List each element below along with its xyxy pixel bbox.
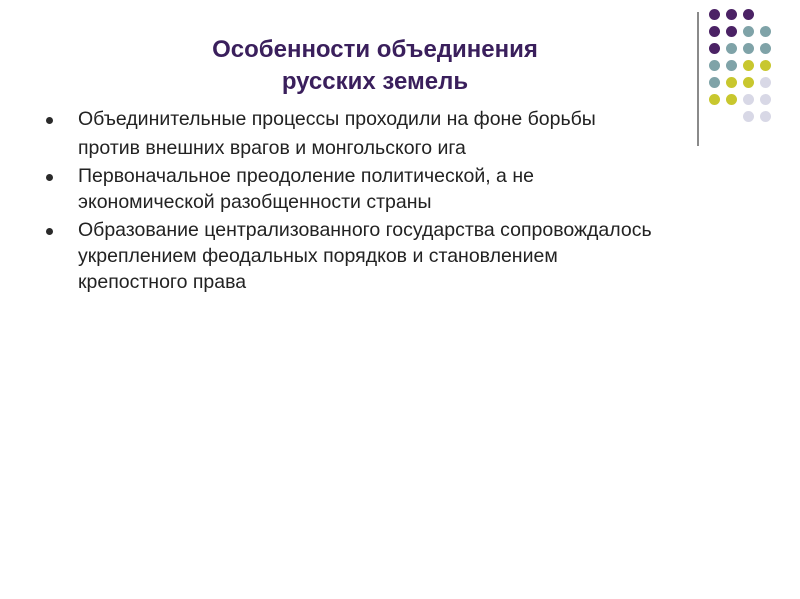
decorative-dot-purple bbox=[709, 26, 720, 37]
decorative-dot-olive bbox=[726, 77, 737, 88]
bullet-2-line-1: Первоначальное преодоление политической, а не bbox=[78, 165, 534, 187]
decorative-dot-purple bbox=[709, 9, 720, 20]
decorative-dot-purple bbox=[726, 26, 737, 37]
decorative-dot-olive bbox=[709, 94, 720, 105]
decorative-dot-olive bbox=[743, 77, 754, 88]
slide-title bbox=[150, 34, 600, 98]
decorative-dot-teal bbox=[760, 26, 771, 37]
slide-title-line-1: Особенности объединения bbox=[212, 36, 538, 63]
decorative-dot-teal bbox=[743, 43, 754, 54]
decorative-dot-teal bbox=[726, 60, 737, 71]
decorative-dot-lavender bbox=[760, 77, 771, 88]
decorative-dot-teal bbox=[709, 60, 720, 71]
decorative-dot-teal bbox=[726, 43, 737, 54]
bullet-1-line-1: Объединительные процессы проходили на фоне борьбы bbox=[78, 108, 596, 130]
decorative-dot-purple bbox=[709, 43, 720, 54]
decorative-dot-olive bbox=[760, 60, 771, 71]
bullet-item-2 bbox=[45, 163, 765, 215]
decorative-dot-purple bbox=[726, 9, 737, 20]
decorative-dot-olive bbox=[743, 60, 754, 71]
slide-title-line-2: русских земель bbox=[281, 68, 469, 95]
bullet-3-line-1: Образование централизованного государства сопровождалось bbox=[78, 219, 652, 241]
decorative-dot-teal bbox=[709, 77, 720, 88]
decorative-dot-purple bbox=[743, 9, 754, 20]
bullet-3-line-3: крепостного права bbox=[78, 271, 247, 293]
decorative-dot-teal bbox=[743, 26, 754, 37]
decorative-dot-lavender bbox=[743, 94, 754, 105]
decorative-dot-teal bbox=[760, 43, 771, 54]
decorative-dot-lavender bbox=[760, 94, 771, 105]
decorative-dot-olive bbox=[726, 94, 737, 105]
bullet-list bbox=[45, 106, 765, 297]
bullet-3-line-2: укреплением феодальных порядков и становлением bbox=[78, 245, 558, 267]
bullet-1-line-2: против внешних врагов и монгольского ига bbox=[78, 137, 466, 159]
bullet-2-line-2: экономической разобщенности страны bbox=[78, 191, 432, 213]
bullet-item-3 bbox=[45, 217, 765, 295]
bullet-item-1 bbox=[45, 106, 765, 161]
